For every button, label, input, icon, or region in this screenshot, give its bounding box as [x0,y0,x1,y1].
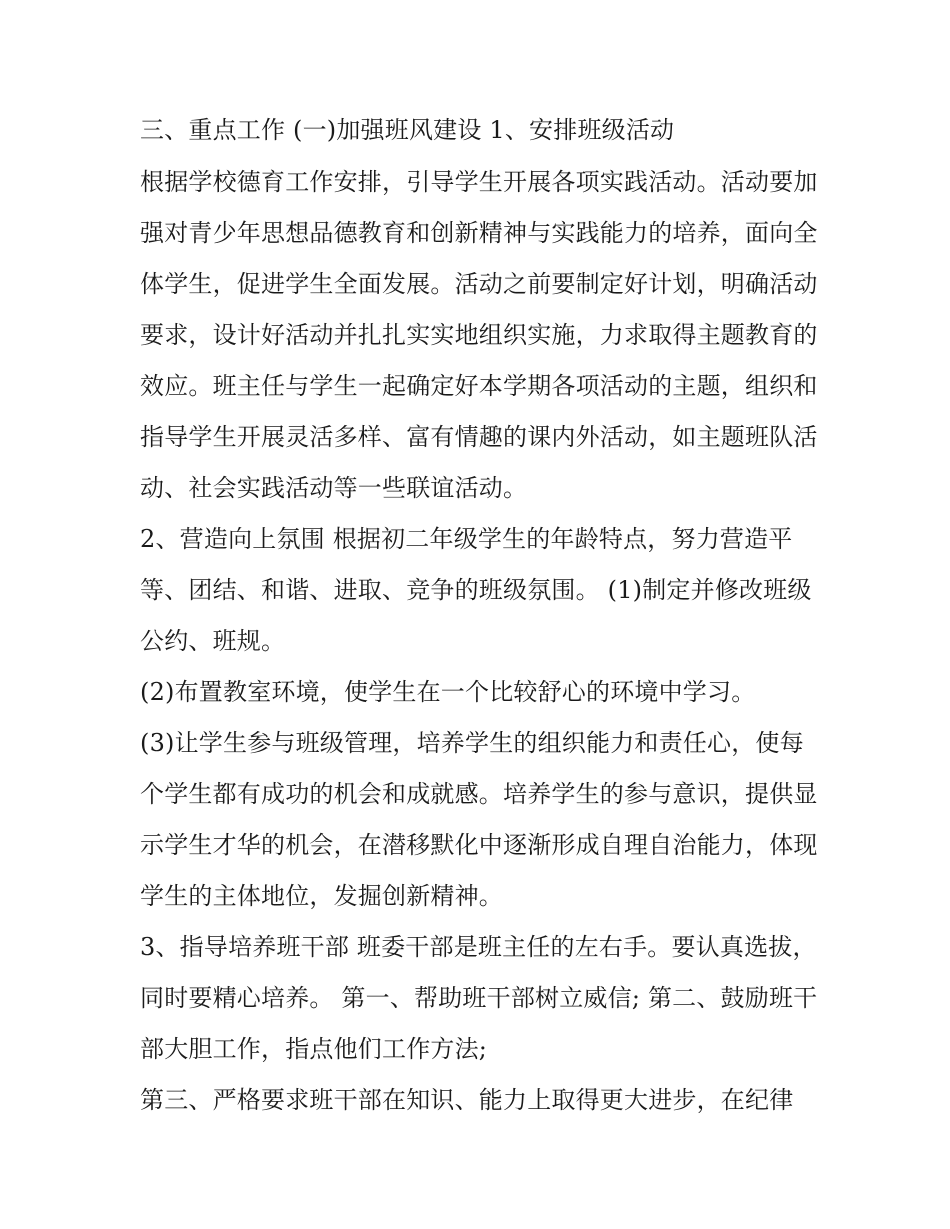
paragraph-classroom-environment: (2)布置教室环境，使学生在一个比较舒心的环境中学习。 [140,678,756,706]
document-body [140,106,820,1126]
paragraph-class-management: (3)让学生参与班级管理，培养学生的组织能力和责任心，使每个学生都有成功的机会和成就感。培养学生的参与意识，提供显示学生才华的机会，在潜移默化中逐渐形成自理自治能力，体现学生的主体地位，发掘创新精神。 [140,729,818,910]
paragraph-class-activities: 根据学校德育工作安排，引导学生开展各项实践活动。活动要加强对青少年思想品德教育和创新精神与实践能力的培养，面向全体学生，促进学生全面发展。活动之前要制定好计划，明确活动要求，设计好活动并扎扎实实地组织实施，力求取得主题教育的效应。班主任与学生一起确定好本学期各项活动的主题，组织和指导学生开展灵活多样、富有情趣的课内外活动，如主题班队活动、社会实践活动等一些联谊活动。 [140,168,818,502]
paragraph-class-cadres: 3、指导培养班干部 班委干部是班主任的左右手。要认真选拔，同时要精心培养。 第一、帮助班干部树立威信; 第二、鼓励班干部大胆工作，指点他们工作方法; [140,933,818,1063]
paragraph-strict-requirements: 第三、严格要求班干部在知识、能力上取得更大进步，在纪律 [140,1086,794,1114]
paragraph-atmosphere: 2、营造向上氛围 根据初二年级学生的年龄特点，努力营造平等、团结、和谐、进取、竞争的班级氛围。 (1)制定并修改班级公约、班规。 [140,525,812,655]
section-heading: 三、重点工作 (一)加强班风建设 1、安排班级活动 [140,116,675,144]
